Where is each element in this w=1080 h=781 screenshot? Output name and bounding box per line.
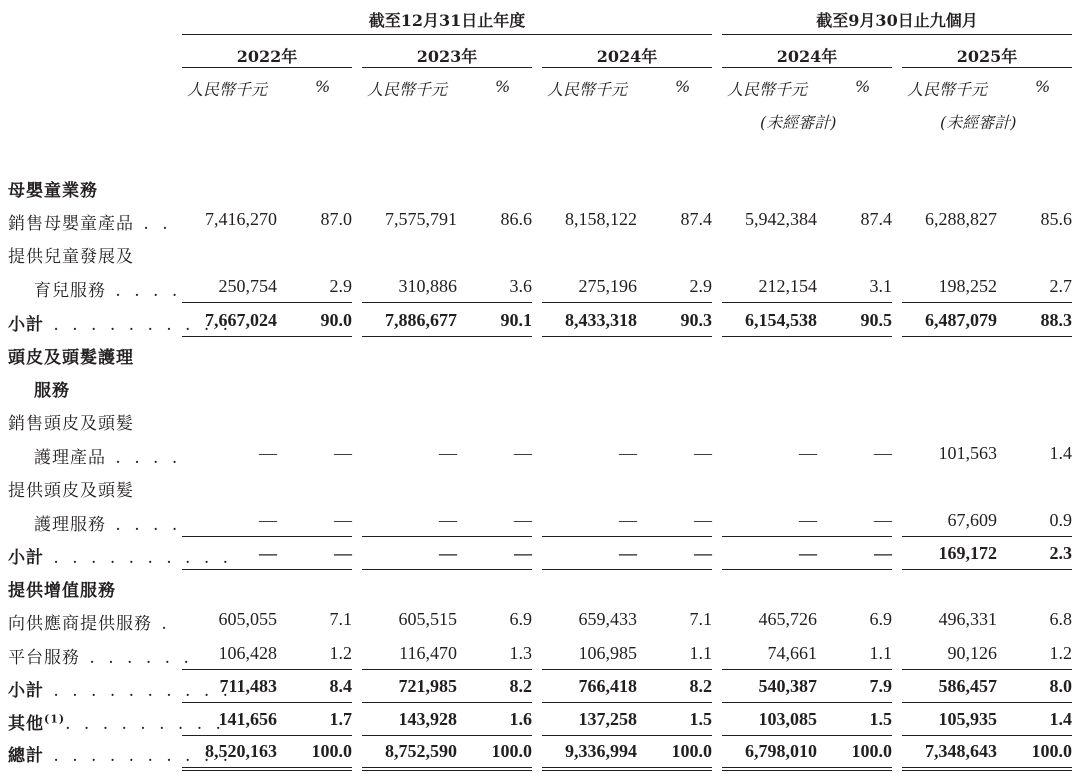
cell-value: 8,433,318 xyxy=(565,310,637,330)
unaudited-note-2025: (未經審計) xyxy=(940,113,1017,132)
group-header-nine-months: 截至9月30日止九個月 xyxy=(816,11,978,30)
cell-pct: — xyxy=(514,443,532,463)
cell-value: 101,563 xyxy=(938,443,997,463)
subtotal-rule xyxy=(722,702,892,703)
cell-value: 5,942,384 xyxy=(745,209,817,229)
subtotal-rule xyxy=(542,702,712,703)
subtotal-rule xyxy=(362,702,532,703)
unit-pct-2022: % xyxy=(315,77,331,96)
subtotal-rule xyxy=(362,302,532,303)
section-heading-value-added: 提供增值服務 xyxy=(8,581,116,601)
cell-value: — xyxy=(619,443,637,463)
subtotal-rule xyxy=(182,536,352,537)
cell-value: — xyxy=(799,510,817,530)
subtotal-rule xyxy=(542,569,712,570)
cell-pct: 1.3 xyxy=(509,643,532,663)
cell-value: 310,886 xyxy=(398,276,457,296)
year-rule xyxy=(722,67,892,68)
cell-value: 7,416,270 xyxy=(205,209,277,229)
cell-value: 103,085 xyxy=(758,709,817,729)
year-rule xyxy=(542,67,712,68)
cell-value: 659,433 xyxy=(578,609,637,629)
cell-pct: 90.3 xyxy=(680,310,712,330)
cell-value: 7,348,643 xyxy=(925,741,997,761)
cell-value: — xyxy=(439,443,457,463)
cell-pct: 2.3 xyxy=(1049,543,1072,563)
cell-pct: — xyxy=(694,443,712,463)
subtotal-rule xyxy=(542,536,712,537)
cell-pct: 6.9 xyxy=(509,609,532,629)
cell-pct: 88.3 xyxy=(1040,310,1072,330)
subtotal-rule xyxy=(362,669,532,670)
subtotal-rule xyxy=(722,302,892,303)
year-rule xyxy=(362,67,532,68)
subtotal-rule xyxy=(722,336,892,337)
section-heading-scalp-hair-continued: 服務 xyxy=(34,381,70,401)
cell-pct: 100.0 xyxy=(1031,741,1072,761)
cell-value: 605,055 xyxy=(218,609,277,629)
cell-pct: 1.6 xyxy=(509,709,532,729)
total-rule xyxy=(182,735,352,736)
cell-pct: — xyxy=(874,510,892,530)
cell-value: 8,158,122 xyxy=(565,209,637,229)
cell-value: 7,575,791 xyxy=(385,209,457,229)
cell-value: — xyxy=(799,543,817,563)
cell-pct: — xyxy=(874,543,892,563)
group-header-full-year: 截至12月31日止年度 xyxy=(368,11,526,30)
subtotal-rule xyxy=(902,536,1072,537)
cell-pct: 100.0 xyxy=(311,741,352,761)
subtotal-label: 小計 . . . . . . . . . . xyxy=(8,548,233,568)
year-header-2025-9m: 2025年 xyxy=(956,47,1018,66)
total-label: 總計 . . . . . . . . . . xyxy=(8,746,233,766)
cell-value: 7,667,024 xyxy=(205,310,277,330)
cell-pct: 3.6 xyxy=(509,276,532,296)
cell-pct: 1.1 xyxy=(689,643,712,663)
cell-pct: 85.6 xyxy=(1040,209,1072,229)
year-rule xyxy=(902,67,1072,68)
total-rule xyxy=(902,735,1072,736)
subtotal-rule xyxy=(182,302,352,303)
cell-pct: 7.1 xyxy=(329,609,352,629)
unit-pct-2024: % xyxy=(675,77,691,96)
unit-pct-2025-9m: % xyxy=(1035,77,1051,96)
cell-value: 116,470 xyxy=(399,643,457,663)
cell-pct: 1.7 xyxy=(329,709,352,729)
cell-value: 169,172 xyxy=(938,543,997,563)
subtotal-rule xyxy=(902,569,1072,570)
cell-value: — xyxy=(439,510,457,530)
cell-value: 8,520,163 xyxy=(205,741,277,761)
cell-pct: 8.2 xyxy=(689,676,712,696)
cell-pct: — xyxy=(694,543,712,563)
subtotal-rule xyxy=(722,569,892,570)
cell-value: 67,609 xyxy=(947,510,997,530)
cell-pct: 90.5 xyxy=(860,310,892,330)
total-double-rule xyxy=(722,767,892,771)
subtotal-rule xyxy=(902,669,1072,670)
cell-value: 105,935 xyxy=(938,709,997,729)
row-label: 銷售頭皮及頭髮 xyxy=(8,414,134,434)
subtotal-rule xyxy=(542,669,712,670)
unit-pct-2024-9m: % xyxy=(855,77,871,96)
cell-value: 7,886,677 xyxy=(385,310,457,330)
subtotal-rule xyxy=(182,702,352,703)
cell-value: 605,515 xyxy=(398,609,457,629)
subtotal-rule xyxy=(902,702,1072,703)
cell-pct: — xyxy=(334,443,352,463)
cell-value: 74,661 xyxy=(767,643,817,663)
cell-pct: — xyxy=(334,510,352,530)
cell-value: 711,483 xyxy=(219,676,277,696)
cell-value: 586,457 xyxy=(938,676,997,696)
subtotal-rule xyxy=(362,536,532,537)
unit-rmb-2022: 人民幣千元 xyxy=(187,80,268,99)
cell-pct: 0.9 xyxy=(1049,510,1072,530)
unit-rmb-2023: 人民幣千元 xyxy=(367,80,448,99)
cell-value: — xyxy=(259,443,277,463)
subtotal-rule xyxy=(362,569,532,570)
subtotal-rule xyxy=(182,669,352,670)
cell-pct: — xyxy=(334,543,352,563)
total-double-rule xyxy=(362,767,532,771)
cell-value: 6,288,827 xyxy=(925,209,997,229)
cell-pct: — xyxy=(514,543,532,563)
total-rule xyxy=(722,735,892,736)
cell-pct: 1.5 xyxy=(689,709,712,729)
row-label: 平台服務 . . . . . . xyxy=(8,648,193,668)
cell-pct: 87.4 xyxy=(680,209,712,229)
subtotal-rule xyxy=(182,569,352,570)
cell-value: — xyxy=(259,510,277,530)
row-label-continued: 護理服務 . . . . xyxy=(34,515,182,535)
cell-value: 496,331 xyxy=(938,609,997,629)
subtotal-label: 小計 . . . . . . . . . . xyxy=(8,681,233,701)
cell-pct: 90.0 xyxy=(320,310,352,330)
cell-value: 6,798,010 xyxy=(745,741,817,761)
row-label: 提供頭皮及頭髮 xyxy=(8,481,134,501)
cell-pct: — xyxy=(874,443,892,463)
cell-pct: 6.9 xyxy=(869,609,892,629)
total-double-rule xyxy=(182,767,352,771)
cell-value: 721,985 xyxy=(398,676,457,696)
unit-pct-2023: % xyxy=(495,77,511,96)
total-rule xyxy=(362,735,532,736)
cell-value: 106,985 xyxy=(578,643,637,663)
cell-pct: 7.9 xyxy=(869,676,892,696)
cell-pct: 1.4 xyxy=(1049,443,1072,463)
cell-value: 540,387 xyxy=(758,676,817,696)
row-label: 提供兒童發展及 xyxy=(8,247,134,267)
subtotal-rule xyxy=(182,336,352,337)
year-header-2022: 2022年 xyxy=(236,47,298,66)
cell-value: 275,196 xyxy=(578,276,637,296)
other-label: 其他$^{(1)}$. . . . . . . . . xyxy=(8,712,225,734)
row-label-continued: 護理產品 . . . . xyxy=(34,448,182,468)
cell-pct: 6.8 xyxy=(1049,609,1072,629)
cell-pct: 8.0 xyxy=(1049,676,1072,696)
cell-value: 6,487,079 xyxy=(925,310,997,330)
cell-pct: — xyxy=(514,510,532,530)
total-double-rule xyxy=(542,767,712,771)
cell-pct: 90.1 xyxy=(500,310,532,330)
total-rule xyxy=(542,735,712,736)
cell-value: 212,154 xyxy=(758,276,817,296)
cell-value: 9,336,994 xyxy=(565,741,637,761)
cell-pct: 8.2 xyxy=(509,676,532,696)
cell-pct: 2.9 xyxy=(689,276,712,296)
cell-pct: 1.4 xyxy=(1049,709,1072,729)
footnote-marker: (1) xyxy=(44,712,66,726)
cell-value: 143,928 xyxy=(398,709,457,729)
cell-value: 465,726 xyxy=(758,609,817,629)
unit-rmb-2024: 人民幣千元 xyxy=(547,80,628,99)
subtotal-label: 小計 . . . . . . . . . . xyxy=(8,315,233,335)
cell-value: 766,418 xyxy=(578,676,637,696)
group-rule-9m xyxy=(722,34,1072,35)
cell-pct: — xyxy=(694,510,712,530)
cell-value: 198,252 xyxy=(938,276,997,296)
cell-value: 141,656 xyxy=(218,709,277,729)
cell-value: 137,258 xyxy=(578,709,637,729)
cell-pct: 87.4 xyxy=(860,209,892,229)
cell-value: 106,428 xyxy=(218,643,277,663)
cell-pct: 100.0 xyxy=(671,741,712,761)
cell-pct: 3.1 xyxy=(869,276,892,296)
group-rule-fy xyxy=(182,34,712,35)
subtotal-rule xyxy=(722,669,892,670)
total-double-rule xyxy=(902,767,1072,771)
subtotal-rule xyxy=(902,336,1072,337)
section-heading-scalp-hair: 頭皮及頭髮護理 xyxy=(8,348,134,368)
cell-value: — xyxy=(799,443,817,463)
cell-value: 6,154,538 xyxy=(745,310,817,330)
cell-value: 250,754 xyxy=(218,276,277,296)
row-label: 向供應商提供服務 . xyxy=(8,614,171,634)
cell-pct: 1.2 xyxy=(1049,643,1072,663)
row-label: 銷售母嬰童產品 . . xyxy=(8,214,172,234)
cell-value: 8,752,590 xyxy=(385,741,457,761)
cell-pct: 1.1 xyxy=(869,643,892,663)
subtotal-rule xyxy=(542,336,712,337)
year-header-2024-9m: 2024年 xyxy=(776,47,838,66)
cell-pct: 100.0 xyxy=(491,741,532,761)
cell-value: — xyxy=(619,510,637,530)
year-header-2024: 2024年 xyxy=(596,47,658,66)
cell-pct: 8.4 xyxy=(329,676,352,696)
year-rule xyxy=(182,67,352,68)
subtotal-rule xyxy=(722,536,892,537)
cell-pct: 7.1 xyxy=(689,609,712,629)
year-header-2023: 2023年 xyxy=(416,47,478,66)
cell-value: — xyxy=(439,543,457,563)
cell-pct: 2.7 xyxy=(1049,276,1072,296)
cell-pct: 1.2 xyxy=(329,643,352,663)
row-label-continued: 育兒服務 . . . . xyxy=(34,281,182,301)
subtotal-rule xyxy=(902,302,1072,303)
cell-pct: 1.5 xyxy=(869,709,892,729)
unit-rmb-2025-9m: 人民幣千元 xyxy=(907,80,988,99)
cell-pct: 100.0 xyxy=(851,741,892,761)
cell-value: — xyxy=(619,543,637,563)
section-heading-maternal-baby: 母嬰童業務 xyxy=(8,181,98,201)
unaudited-note-2024: (未經審計) xyxy=(760,113,837,132)
cell-pct: 2.9 xyxy=(329,276,352,296)
unit-rmb-2024-9m: 人民幣千元 xyxy=(727,80,808,99)
cell-pct: 87.0 xyxy=(320,209,352,229)
cell-value: 90,126 xyxy=(947,643,997,663)
cell-pct: 86.6 xyxy=(500,209,532,229)
cell-value: — xyxy=(259,543,277,563)
subtotal-rule xyxy=(362,336,532,337)
subtotal-rule xyxy=(542,302,712,303)
